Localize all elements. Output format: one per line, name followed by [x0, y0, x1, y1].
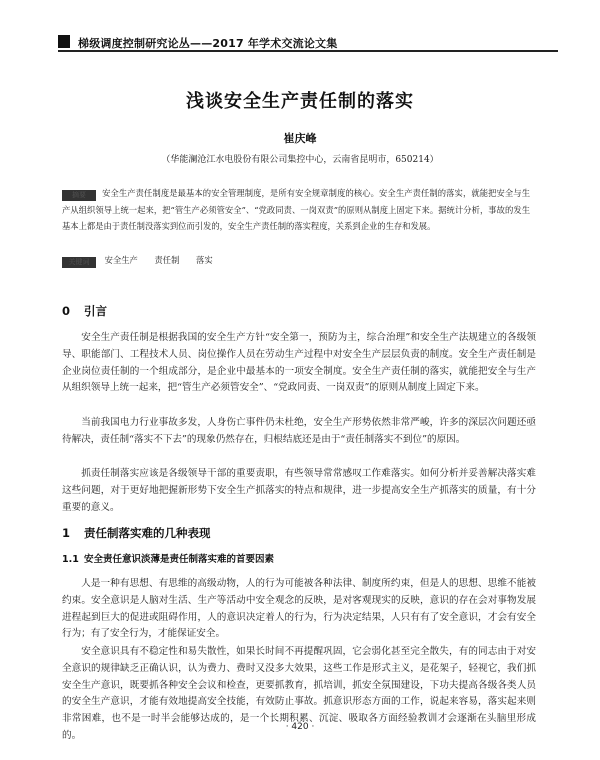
- paragraph: 人是一种有思想、有思维的高级动物，人的行为可能被各种法律、制度所约束，但是人的思想、思维不能被约束。安全意识是人脑对生活、生产等活动中安全观念的反映，是对客观现实的反映，意识的存在会对事物发展进程起到巨大的促进或阻碍作用，人的意识决定着人的行为，行为决定结果，人只有有了安全意识，才会有安全行为；有了安全行为，才能保证安全。: [62, 578, 536, 640]
- abstract-text: 安全生产责任制度是最基本的安全管理制度，是所有安全规章制度的核心。安全生产责任制的落实，就能把安全与生产从组织领导上统一起来，把“管生产必须管安全”、“党政同责、一岗双责”的原则从制度上固定下来。据统计分析，事故的发生基本上都是由于责任制没落实到位而引发的，安全生产责任制的落实程度，关系到企业的生存和发展。: [62, 188, 530, 231]
- section-heading-0: [62, 303, 107, 319]
- paragraph: 抓责任制落实应该是各级领导干部的重要责职，有些领导常常感叹工作难落实。如何分析并妥善解决落实难这些问题，对于更好地把握新形势下安全生产抓落实的特点和规律，进一步提高安全生产抓落实的质量，有十分重要的意义。: [62, 468, 536, 513]
- keywords-block: [62, 254, 227, 268]
- article-author: 崔庆峰: [283, 132, 317, 145]
- section-heading-1: [62, 525, 211, 541]
- keyword-item: 安全生产: [104, 255, 138, 265]
- keyword-item: 落实: [196, 255, 213, 265]
- keywords-label: 关键词: [62, 257, 96, 268]
- abstract-block: [62, 185, 530, 235]
- subsection-number: 1.1: [62, 554, 79, 565]
- running-title: 梯级调度控制研究论丛——2017 年学术交流论文集: [78, 37, 338, 50]
- running-header: [58, 32, 558, 54]
- article-affiliation: （华能澜沧江水电股份有限公司集控中心，云南省昆明市，650214）: [161, 155, 439, 165]
- article-title: 浅谈安全生产责任制的落实: [186, 91, 414, 112]
- subsection-heading-1-1: [62, 551, 274, 565]
- section-title: 责任制落实难的几种表现: [84, 526, 211, 540]
- header-rule: [58, 50, 558, 52]
- section-title: 引言: [84, 304, 107, 318]
- section-number: 1: [62, 526, 71, 540]
- subsection-title: 安全责任意识淡薄是责任制落实难的首要因素: [84, 554, 275, 565]
- section-number: 0: [62, 304, 71, 318]
- paragraph: 安全生产责任制是根据我国的安全生产方针“安全第一，预防为主，综合治理”和安全生产法规建立的各级领导、职能部门、工程技术人员、岗位操作人员在劳动生产过程中对安全生产层层负责的制度。安全生产责任制是企业岗位责任制的一个组成部分，是企业中最基本的一项安全制度。安全生产责任制的落实，就能把安全与生产从组织领导上统一起来，把“管生产必须管安全”、“党政同责、一岗双责”的原则从制度上固定下来。: [62, 332, 536, 394]
- header-block-mark: [58, 35, 70, 48]
- page-number: · 420 ·: [285, 722, 315, 732]
- abstract-label: 摘要: [62, 190, 96, 201]
- paragraph: 当前我国电力行业事故多发，人身伤亡事件仍未杜绝，安全生产形势依然非常严峻，许多的深层次问题还亟待解决，责任制“落实不下去”的现象仍然存在，归根结底还是由于“责任制落实不到位”的原因。: [62, 417, 536, 445]
- keyword-item: 责任制: [154, 255, 180, 265]
- paragraph: 安全意识具有不稳定性和易失散性，如果长时间不再提醒巩固，它会弱化甚至完全散失，有的同志由于对安全意识的规律缺乏正确认识，认为费力、费时又没多大效果，这些工作是形式主义，是花架子，轻视它，我们抓安全生产意识，既要抓各种安全会议和检查，更要抓教育，抓培训，抓安全氛围建设，下功夫提高各级各类人员的安全生产意识，才能有效地提高安全技能，有效防止事故。抓意识形态方面的工作，说起来容易，落实起来则非常困难，也不是一时半会能够达成的，是一个长期积累、沉淀、吸取各方面经验教训才会逐渐在头脑里形成的。: [62, 646, 536, 741]
